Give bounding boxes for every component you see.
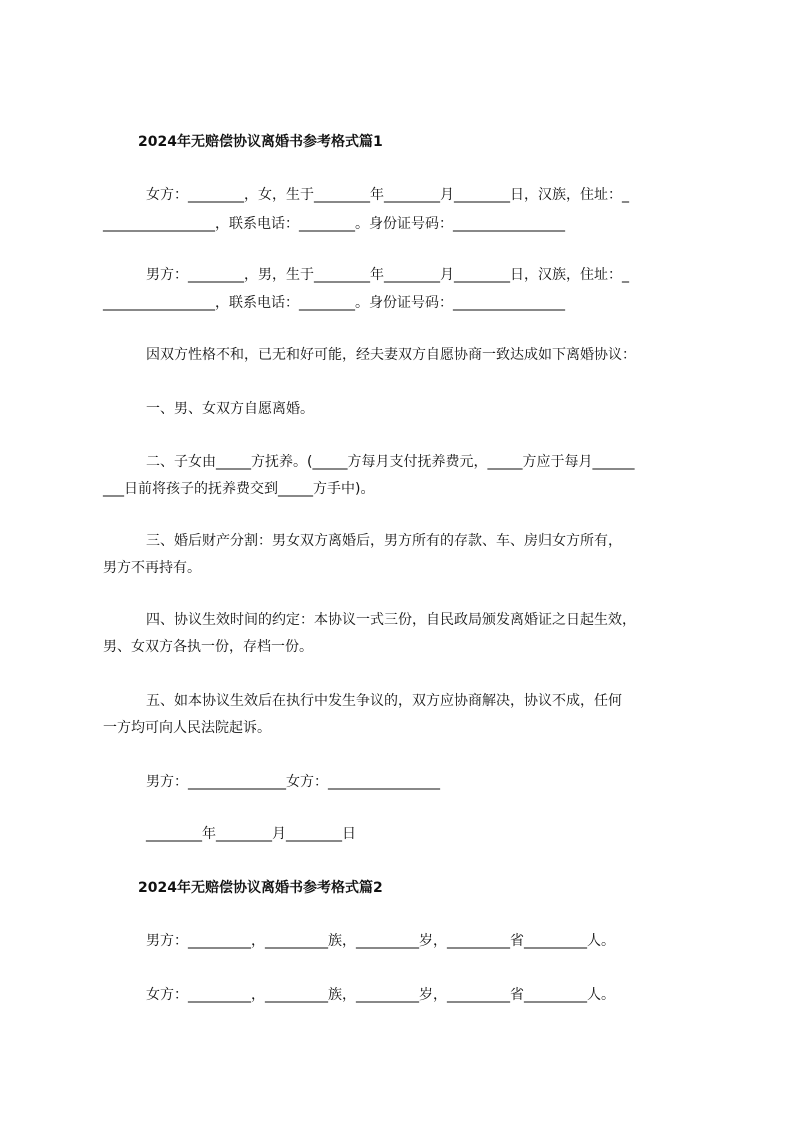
clause-3-line-2: 男方不再持有。 <box>103 560 201 576</box>
man-info-line-2: ________________，联系电话：________。身份证号码：________________ <box>103 295 565 311</box>
woman-info-line-2: ________________，联系电话：________。身份证号码：________________ <box>103 216 565 232</box>
date-line: ________年________月________日 <box>146 826 356 842</box>
agreement-intro: 因双方性格不和，已无和好可能，经夫妻双方自愿协商一致达成如下离婚协议： <box>146 347 636 363</box>
clause-3-line-1: 三、婚后财产分割：男女双方离婚后，男方所有的存款、车、房归女方所有， <box>146 533 622 549</box>
clause-5-line-1: 五、如本协议生效后在执行中发生争议的，双方应协商解决，协议不成，任何 <box>146 693 622 709</box>
clause-1: 一、男、女双方自愿离婚。 <box>146 401 314 417</box>
section-1-title: 2024年无赔偿协议离婚书参考格式篇1 <box>138 134 383 150</box>
section-2-title: 2024年无赔偿协议离婚书参考格式篇2 <box>138 880 383 896</box>
clause-2-line-2: ___日前将孩子的抚养费交到_____方手中)。 <box>103 481 375 497</box>
woman-details-line: 女方：_________，_________族，_________岁，_________省_________人。 <box>146 987 615 1003</box>
man-info-line-1: 男方：________，男，生于________年________月________日，汉族，住址：_ <box>146 267 629 283</box>
signature-line: 男方：______________女方：________________ <box>146 774 440 790</box>
clause-5-line-2: 一方均可向人民法院起诉。 <box>103 720 271 736</box>
woman-info-line-1: 女方：________，女，生于________年________月________日，汉族，住址：_ <box>146 187 629 203</box>
clause-4-line-1: 四、协议生效时间的约定：本协议一式三份，自民政局颁发离婚证之日起生效， <box>146 612 636 628</box>
man-details-line: 男方：_________，_________族，_________岁，_________省_________人。 <box>146 933 615 949</box>
clause-4-line-2: 男、女双方各执一份，存档一份。 <box>103 639 313 655</box>
clause-2-line-1: 二、子女由_____方抚养。(_____方每月支付抚养费元，_____方应于每月______ <box>146 454 635 470</box>
